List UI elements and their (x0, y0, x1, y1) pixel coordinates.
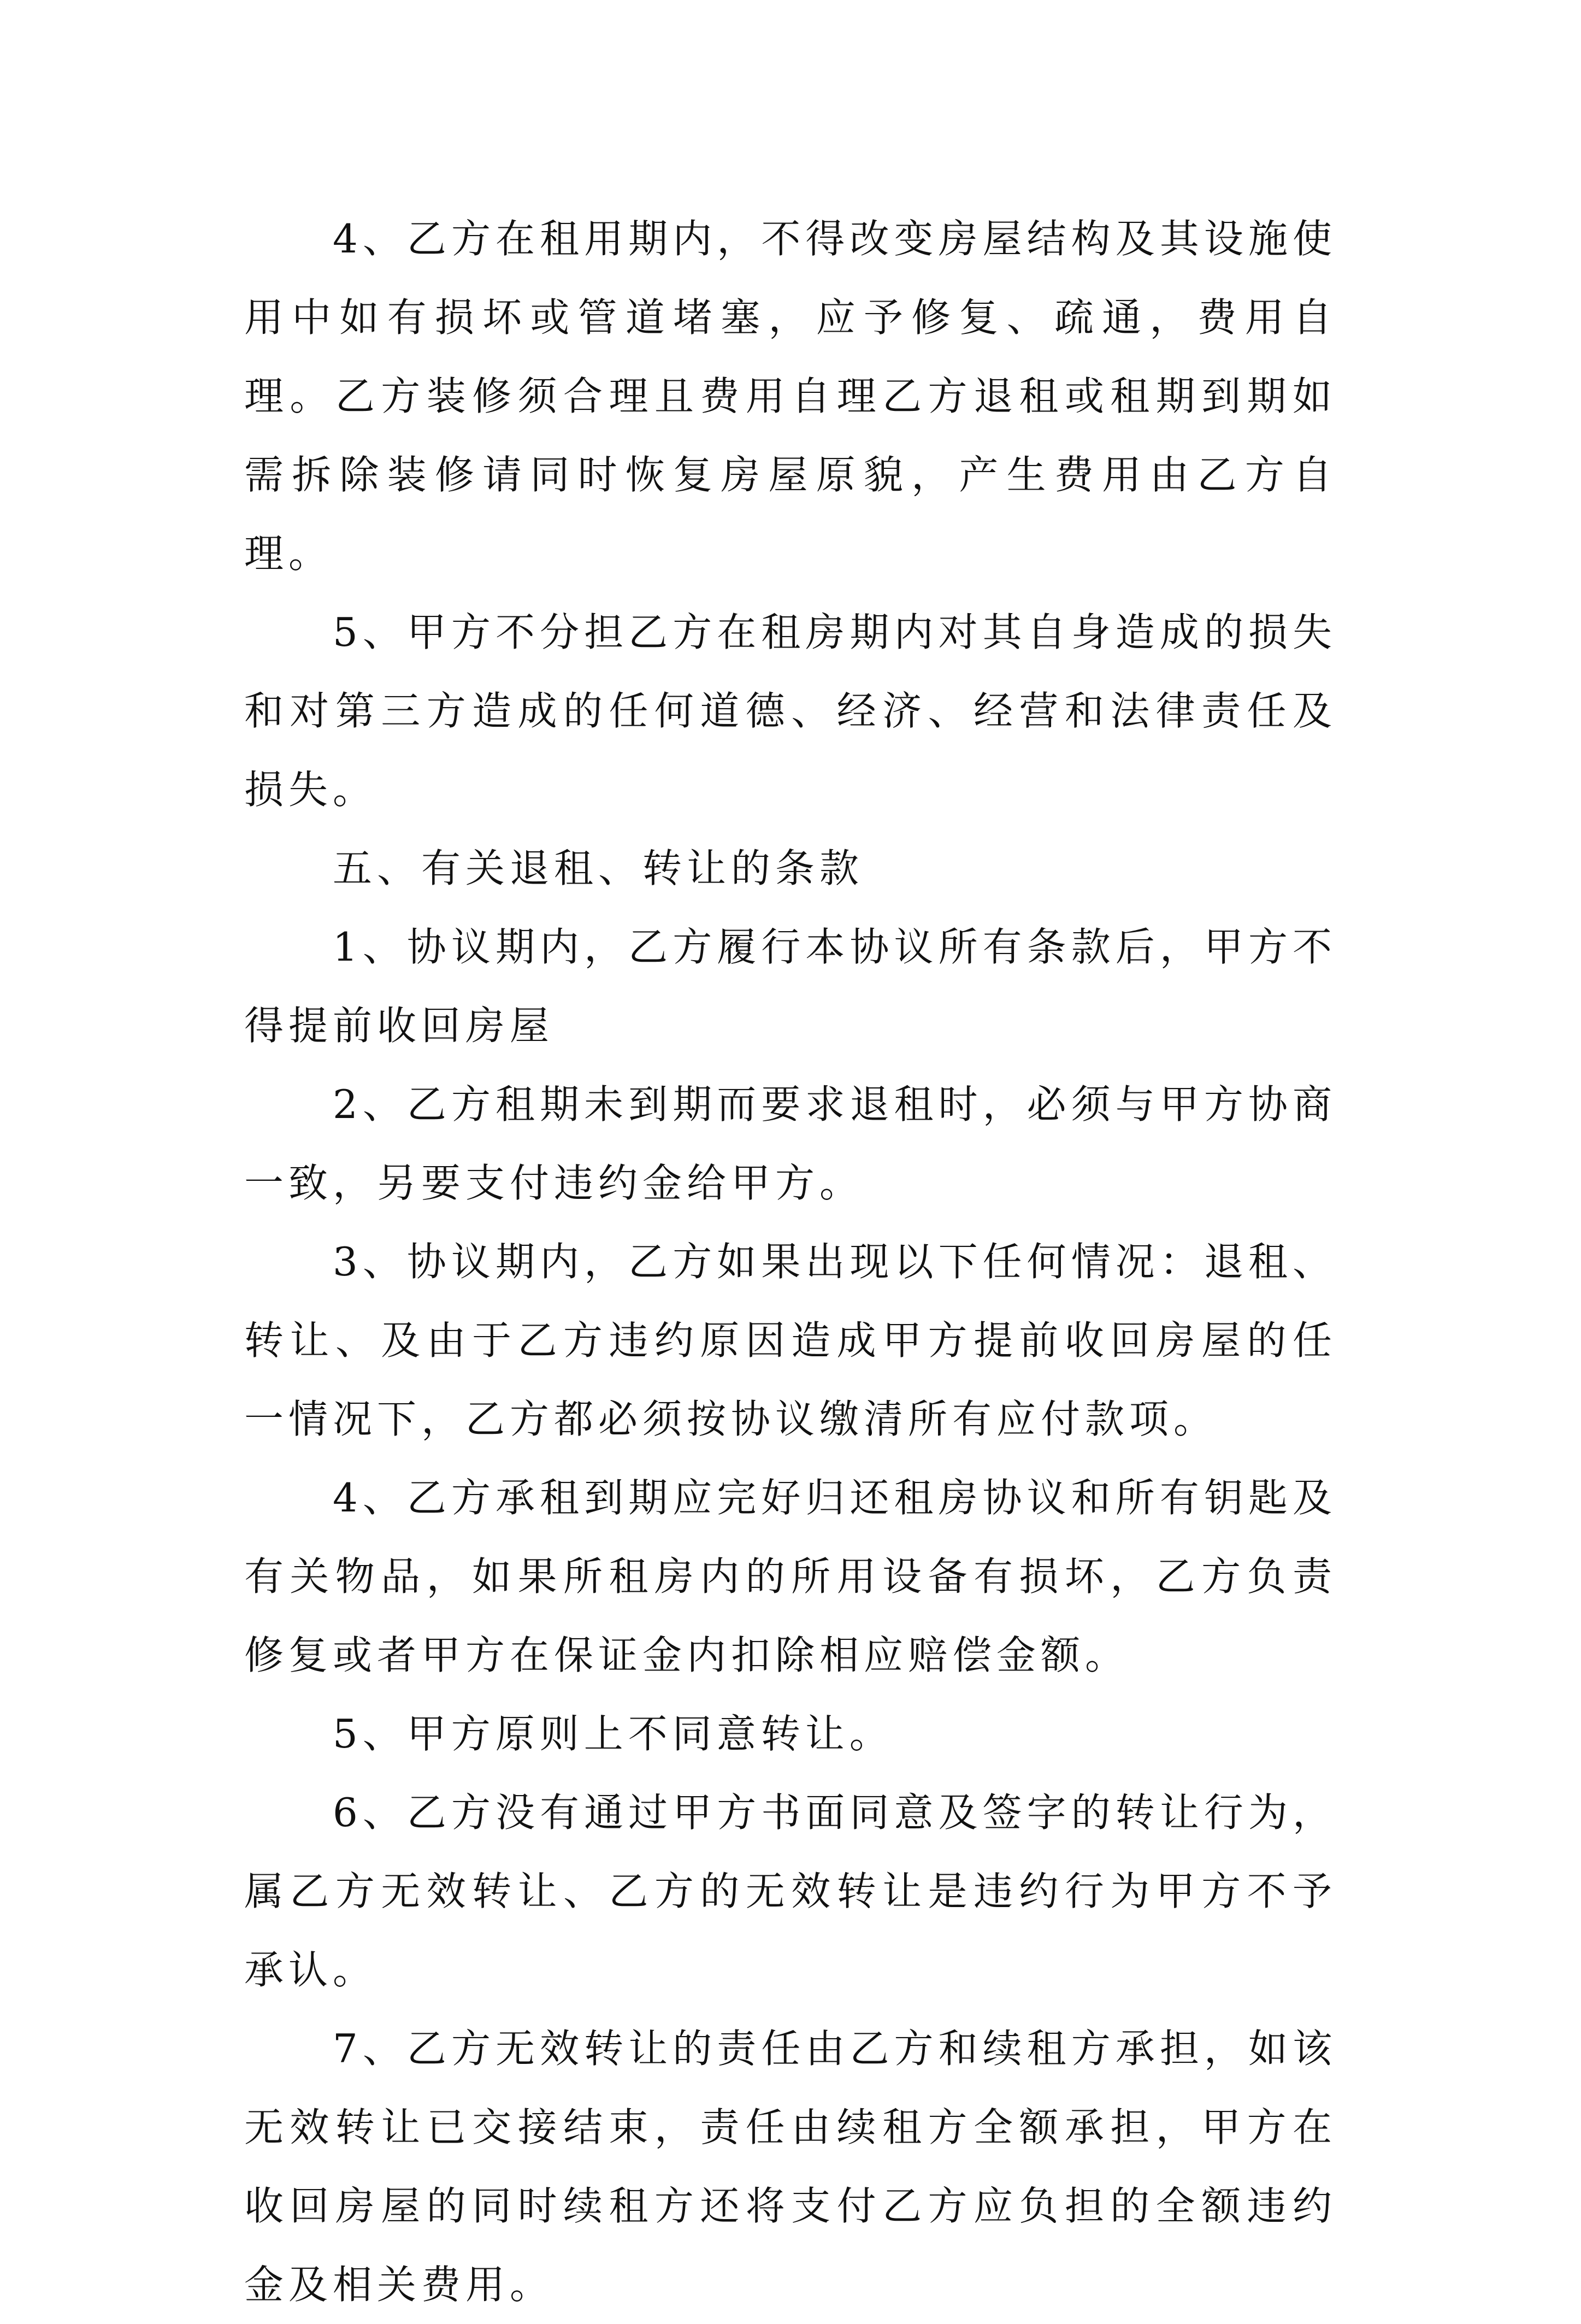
clause-4-return-keys-and-items: 4、乙方承租到期应完好归还租房协议和所有钥匙及有关物品，如果所租房内的所用设备有损坏，乙方负责修复或者甲方在保证金内扣除相应赔偿金额。 (244, 1475, 1337, 1678)
clause-5-liability-disclaimer: 5、甲方不分担乙方在租房期内对其自身造成的损失和对第三方造成的任何道德、经济、经营和法律责任及损失。 (244, 609, 1337, 813)
clause-1-no-early-repossession: 1、协议期内，乙方履行本协议所有条款后，甲方不得提前收回房屋 (244, 924, 1337, 1049)
document-body (244, 199, 1337, 2324)
clause-3-payment-obligations: 3、协议期内，乙方如果出现以下任何情况：退租、转让、及由于乙方违约原因造成甲方提前收回房屋的任一情况下，乙方都必须按协议缴清所有应付款项。 (244, 1239, 1337, 1442)
clause-5-no-transfer: 5、甲方原则上不同意转让。 (333, 1711, 894, 1757)
clause-6-invalid-transfer: 6、乙方没有通过甲方书面同意及签字的转让行为，属乙方无效转让、乙方的无效转让是违约行为甲方不予承认。 (244, 1790, 1337, 1993)
clause-7-transfer-liability: 7、乙方无效转让的责任由乙方和续租方承担，如该无效转让已交接结束，责任由续租方全额承担，甲方在收回房屋的同时续租方还将支付乙方应负担的全额违约金及相关费用。 (244, 2026, 1337, 2308)
section-heading-termination-transfer: 五、有关退租、转让的条款 (333, 845, 864, 891)
clause-4-structure-and-renovation: 4、乙方在租用期内，不得改变房屋结构及其设施使用中如有损坏或管道堵塞，应予修复、疏通，费用自理。乙方装修须合理且费用自理乙方退租或租期到期如需拆除装修请同时恢复房屋原貌，产生费用由乙方自理。 (244, 216, 1337, 576)
clause-2-early-termination: 2、乙方租期未到期而要求退租时，必须与甲方协商一致，另要支付违约金给甲方。 (244, 1081, 1337, 1206)
